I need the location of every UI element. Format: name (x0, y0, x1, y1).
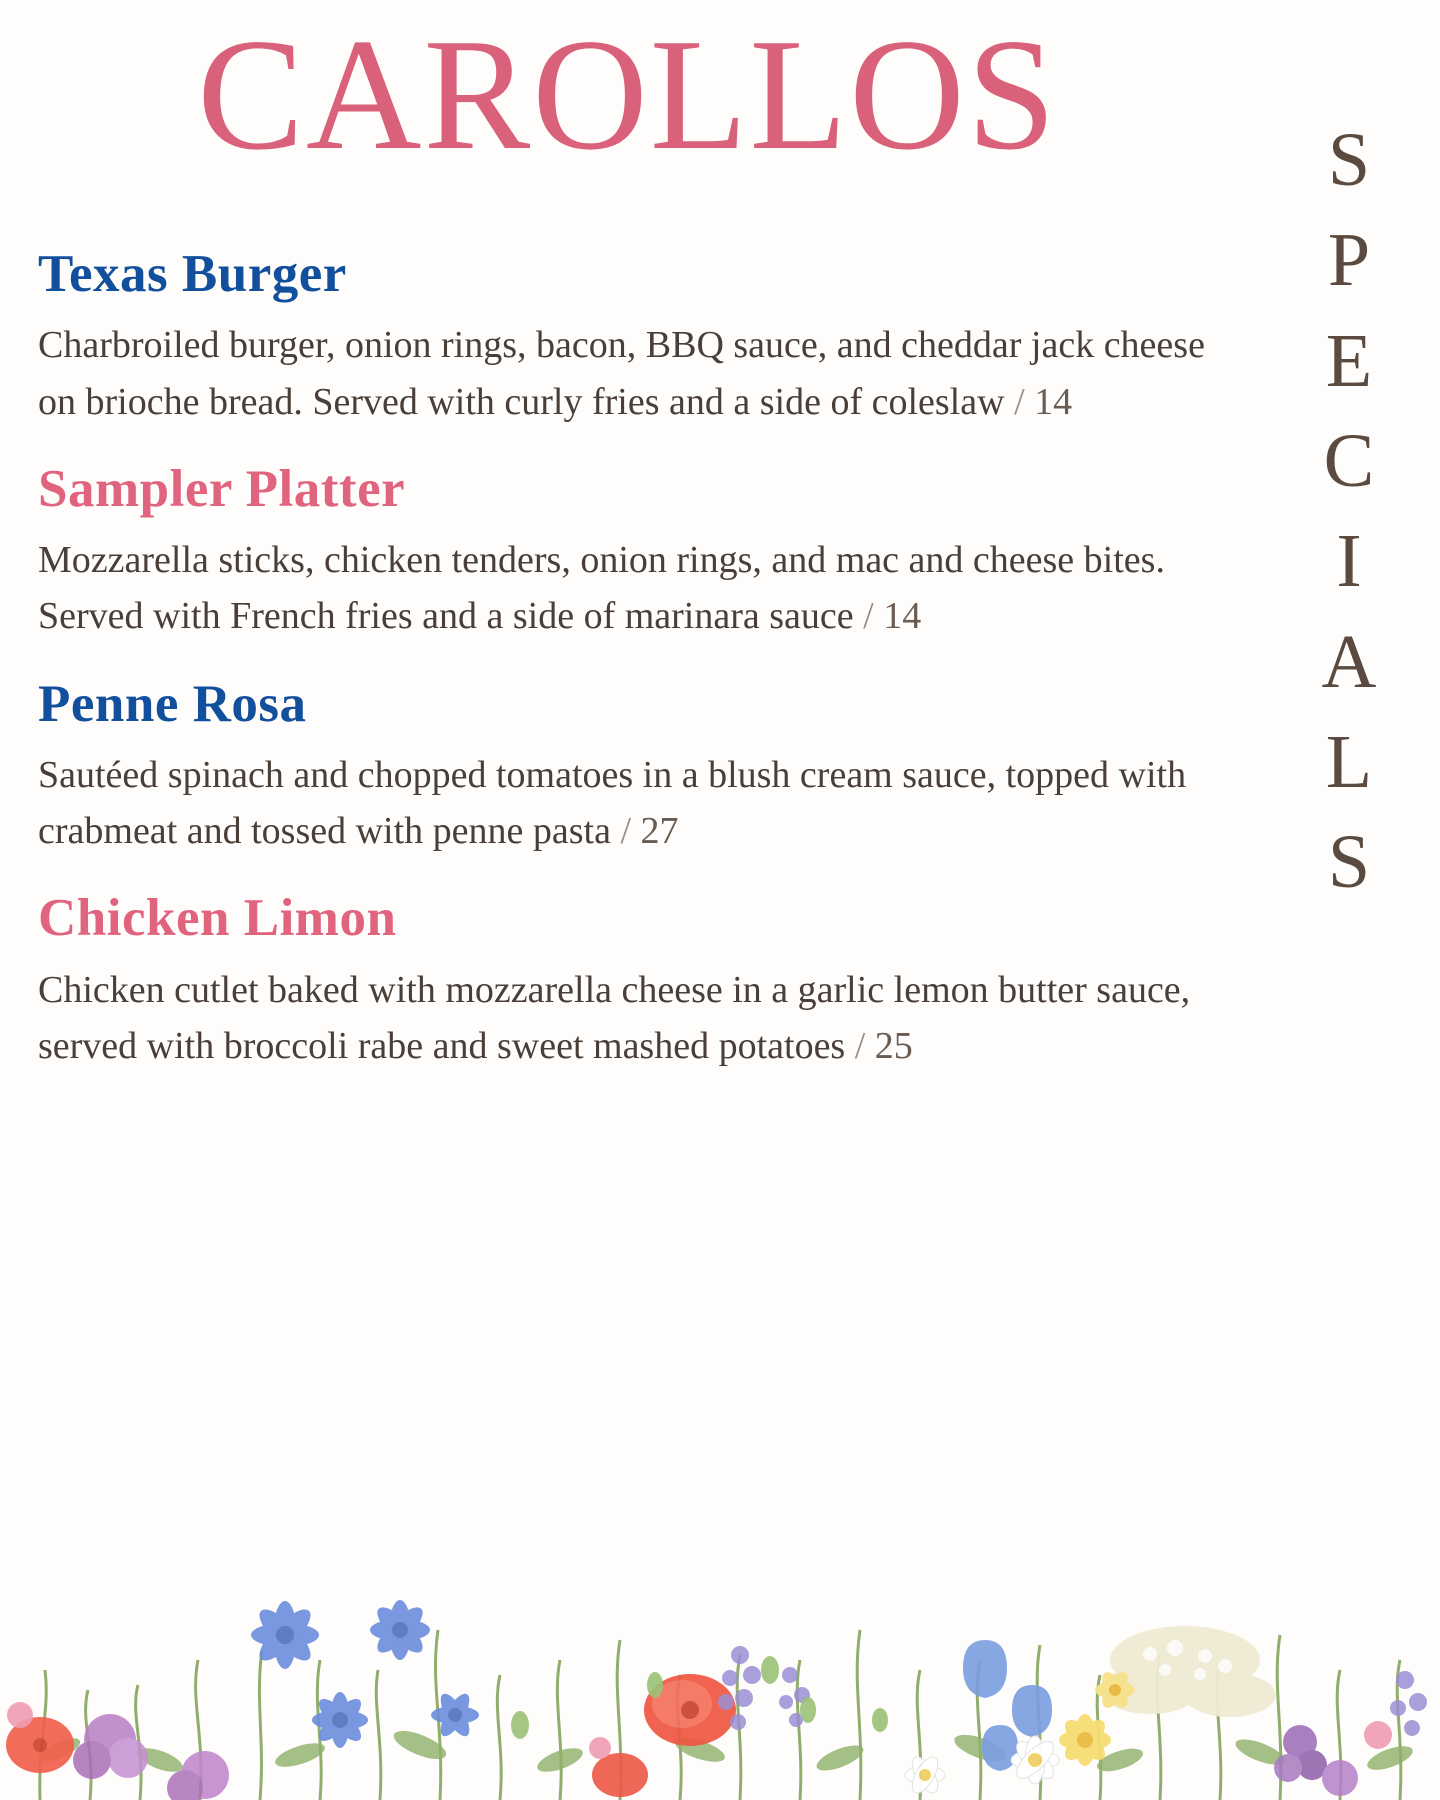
page-title: CAROLLOS (197, 5, 1058, 183)
menu-items-list (38, 245, 1253, 1104)
menu-item-description: Mozzarella sticks, chicken tenders, onion rings, and mac and cheese bites. Served with French fries and a side of marinara sauce (38, 539, 1165, 638)
menu-item-description: Chicken cutlet baked with mozzarella cheese in a garlic lemon butter sauce, served with broccoli rabe and sweet mashed potatoes (38, 968, 1191, 1067)
menu-item-description-row (38, 317, 1248, 429)
menu-item (38, 889, 1253, 1074)
specials-letter: C (1323, 418, 1375, 503)
specials-vertical-label (1294, 110, 1404, 913)
menu-item-name: Sampler Platter (38, 459, 406, 518)
menu-item-separator: / (854, 1024, 866, 1067)
menu-item-price: 25 (874, 1024, 913, 1067)
specials-letter: S (1327, 118, 1371, 202)
specials-letter: A (1321, 619, 1377, 704)
wildflower-illustration (0, 1510, 1440, 1800)
menu-item (38, 245, 1253, 430)
menu-item-separator: / (1014, 380, 1025, 423)
menu-item-description-row (38, 747, 1248, 859)
menu-item-name: Penne Rosa (38, 674, 307, 733)
specials-letter: L (1325, 719, 1373, 804)
specials-letter: E (1325, 318, 1373, 403)
menu-item-separator: / (863, 595, 874, 638)
menu-item-separator: / (620, 810, 632, 853)
wildflower-border-decoration (0, 1510, 1440, 1800)
specials-letter: I (1336, 519, 1362, 604)
menu-item-description-row (38, 532, 1248, 644)
specials-letter: P (1327, 218, 1371, 303)
menu-item-description: Charbroiled burger, onion rings, bacon, BBQ sauce, and cheddar jack cheese on brioche bread. Served with curly fries and a side of coleslaw (38, 324, 1205, 423)
specials-letter: S (1327, 820, 1371, 905)
menu-item (38, 675, 1253, 860)
menu-item-price: 14 (883, 595, 922, 638)
menu-item-description: Sautéed spinach and chopped tomatoes in a blush cream sauce, topped with crabmeat and tossed with penne pasta (38, 753, 1187, 853)
menu-item-name: Texas Burger (38, 245, 347, 303)
menu-item (38, 460, 1253, 645)
menu-item-description-row (38, 962, 1248, 1074)
menu-item-price: 14 (1034, 380, 1073, 423)
menu-item-price: 27 (640, 810, 679, 853)
menu-item-name: Chicken Limon (38, 889, 397, 948)
